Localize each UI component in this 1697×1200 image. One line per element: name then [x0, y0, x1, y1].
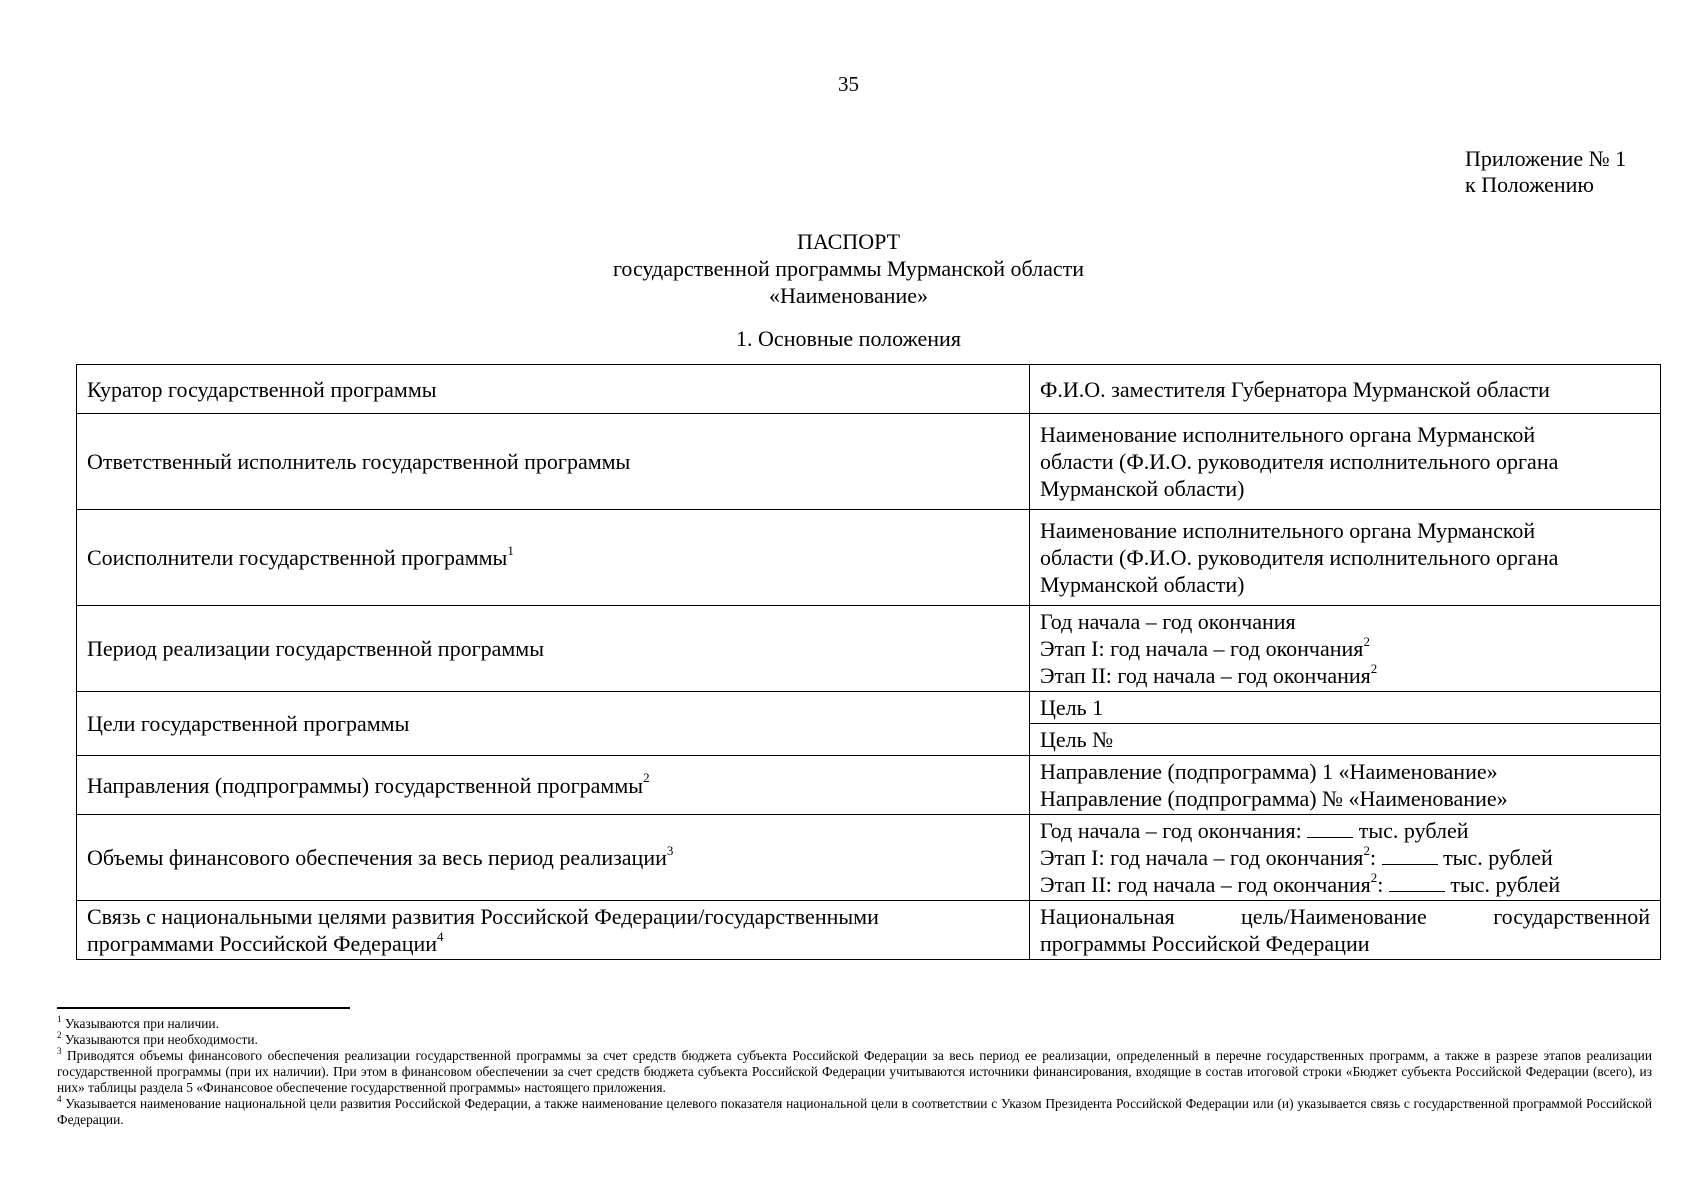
footnote-text: Приводятся объемы финансового обеспечения реализации государственной программы за счет средств бюджета субъекта Российской Федерации за весь период ее реализации, определенный в перечне государственных программ, а также в разрезе этапов реализации государственной программы (при их наличии). При этом в финансовом обеспечении за счет средств бюджета субъекта Российской Федерации учитываются источники финансирования, входящие в состав итоговой строки «Бюджет субъекта Российской Федерации (всего), из них» таблицы раздела 5 «Финансовое обеспечение государственной программы» настоящего приложения.: [57, 1048, 1652, 1095]
footnote-3: [57, 1045, 1652, 1096]
appendix-line-2: к Положению: [1465, 172, 1594, 197]
row-value: Цель №: [1030, 724, 1661, 756]
value-text: Этап II: год начала – год окончания: [1040, 872, 1371, 897]
value-line: Наименование исполнительного органа Мурманской: [1040, 518, 1536, 543]
blank-field: [1382, 846, 1438, 865]
footnote-mark: 3: [57, 1045, 62, 1056]
footnote-mark: 2: [57, 1029, 62, 1040]
value-line: [1040, 662, 1650, 689]
footnote-mark: 1: [57, 1013, 62, 1024]
blank-field: [1307, 819, 1353, 838]
row-label: [77, 815, 1030, 901]
value-text: Этап I: год начала – год окончания: [1040, 636, 1364, 661]
title-line-1: ПАСПОРТ: [796, 229, 901, 254]
value-text: Год начала – год окончания:: [1040, 818, 1302, 843]
section-title: 1. Основные положения: [736, 326, 961, 351]
footnote-mark: 4: [57, 1093, 62, 1104]
footnote-ref: 2: [643, 770, 650, 786]
table-row-curator: [77, 365, 1661, 414]
footnote-text: Указываются при наличии.: [64, 1016, 219, 1031]
label-line: [87, 930, 1019, 957]
row-label: [77, 756, 1030, 815]
table-row-finance: [77, 815, 1661, 901]
value-text: тыс. рублей: [1450, 872, 1561, 897]
value-line: области (Ф.И.О. руководителя исполнительного органа: [1040, 449, 1559, 474]
row-label: Ответственный исполнитель государственной программы: [77, 414, 1030, 510]
label-text: Направления (подпрограммы) государственной программы: [87, 772, 644, 798]
label-text: программами Российской Федерации: [87, 931, 438, 956]
footnote-ref: 2: [1363, 842, 1370, 858]
footnote-ref: 2: [1370, 660, 1378, 676]
value-line: [1040, 635, 1650, 662]
row-value: [1030, 901, 1661, 960]
table-row-responsible: [77, 414, 1661, 510]
footnotes: [57, 1013, 1652, 1128]
document-title: [0, 228, 1697, 309]
table-row-link: [77, 901, 1661, 960]
table-row-goal-1: [77, 692, 1661, 724]
value-text: Этап II: год начала – год окончания: [1040, 663, 1371, 688]
value-line: Год начала – год окончания: [1040, 609, 1296, 634]
row-value: [1030, 414, 1661, 510]
row-value: Ф.И.О. заместителя Губернатора Мурманской области: [1030, 365, 1661, 414]
table-row-directions: [77, 756, 1661, 815]
value-line: Этап I: год начала – год окончания$^2$: тыс. рублей: [1040, 842, 1553, 870]
table-row-period: [77, 606, 1661, 692]
row-label: [77, 901, 1030, 960]
value-line: Мурманской области): [1040, 572, 1245, 597]
footnote-separator: [57, 1007, 350, 1009]
blank-field: [1389, 873, 1445, 892]
appendix-line-1: Приложение № 1: [1465, 146, 1627, 171]
value-line: Направление (подпрограмма) № «Наименование»: [1040, 786, 1508, 811]
footnote-2: [57, 1029, 1652, 1048]
footnote-text: Указывается наименование национальной цели развития Российской Федерации, а также наименование целевого показателя национальной цели в соответствии с Указом Президента Российской Федерации или (и) указывается связь с государственной программой Российской Федерации.: [57, 1096, 1652, 1127]
label-text: Соисполнители государственной программы: [87, 545, 508, 570]
title-line-2: государственной программы Мурманской области: [612, 256, 1085, 281]
value-line: Направление (подпрограмма) 1 «Наименование»: [1040, 759, 1498, 784]
value-line: Национальная цель/Наименование государственной: [1040, 904, 1650, 929]
footnote-ref: 3: [666, 842, 674, 858]
footnote-ref: 2: [1370, 869, 1378, 885]
row-value: [1030, 815, 1661, 901]
row-value: Цель 1: [1030, 692, 1661, 724]
footnote-1: [57, 1013, 1652, 1032]
row-label: [77, 510, 1030, 606]
label-line: Связь с национальными целями развития Российской Федерации/государственными: [87, 904, 879, 929]
label-text: Объемы финансового обеспечения за весь период реализации: [87, 845, 667, 870]
value-line: области (Ф.И.О. руководителя исполнительного органа: [1040, 545, 1559, 570]
appendix-reference: [1465, 146, 1626, 198]
passport-table: [76, 364, 1661, 960]
value-text: Этап I: год начала – год окончания: [1040, 845, 1364, 870]
value-line: [1040, 817, 1650, 844]
value-line: Этап II: год начала – год окончания$^2$: тыс. рублей: [1040, 869, 1561, 897]
row-label: Куратор государственной программы: [77, 365, 1030, 414]
footnote-4: [57, 1093, 1652, 1128]
row-label: Период реализации государственной программы: [77, 606, 1030, 692]
title-line-3: «Наименование»: [768, 283, 929, 308]
footnote-text: Указываются при необходимости.: [64, 1032, 258, 1047]
value-line: программы Российской Федерации: [1040, 931, 1370, 956]
value-line: Наименование исполнительного органа Мурманской: [1040, 422, 1536, 447]
footnote-ref: 1: [507, 542, 514, 558]
footnote-ref: 2: [1363, 633, 1370, 649]
row-value: [1030, 606, 1661, 692]
value-text: тыс. рублей: [1358, 818, 1469, 843]
row-value: [1030, 510, 1661, 606]
row-label: Цели государственной программы: [77, 692, 1030, 756]
row-value: [1030, 756, 1661, 815]
value-text: тыс. рублей: [1443, 845, 1553, 870]
table-row-coexecutors: [77, 510, 1661, 606]
footnote-ref: 4: [437, 928, 444, 944]
page-number: 35: [838, 72, 859, 96]
value-line: Мурманской области): [1040, 476, 1245, 501]
